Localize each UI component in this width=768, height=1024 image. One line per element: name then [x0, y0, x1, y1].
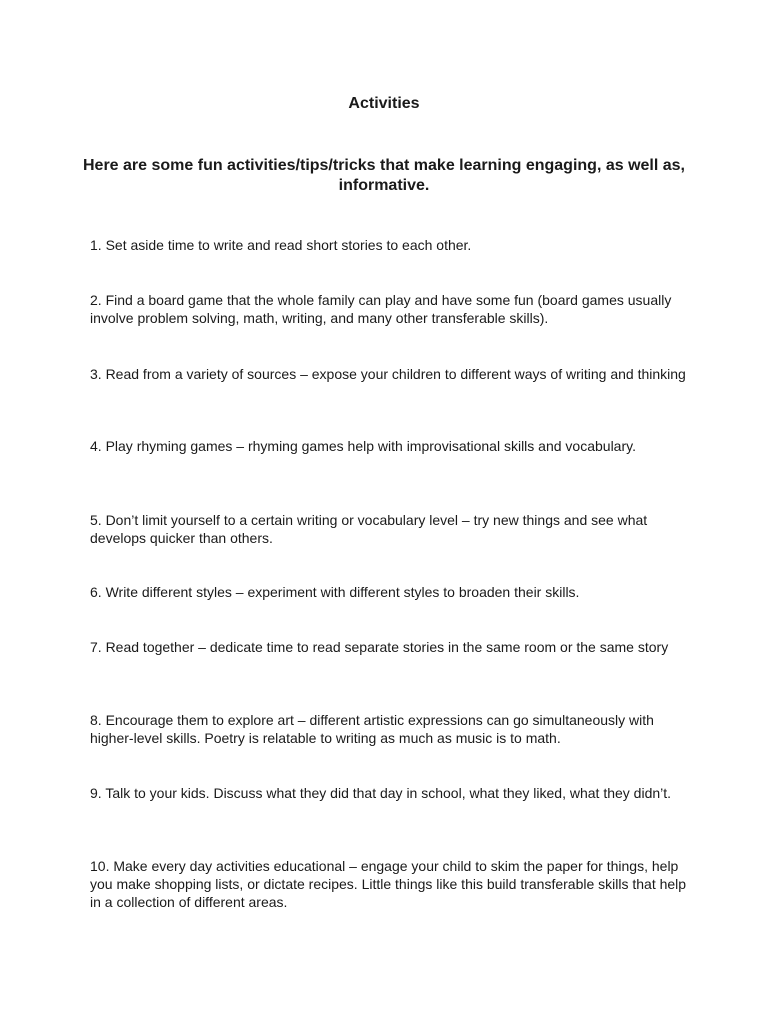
list-item-2: 2. Find a board game that the whole family can play and have some fun (board games usually involve problem solving, math, writing, and many other transferable skills). — [90, 292, 672, 326]
page-title: Activities — [348, 95, 420, 112]
list-item-6: 6. Write different styles – experiment with different styles to broaden their skills. — [90, 584, 580, 600]
list-item-9: 9. Talk to your kids. Discuss what they did that day in school, what they liked, what they didn’t. — [90, 785, 672, 801]
page-subtitle: Here are some fun activities/tips/tricks that make learning engaging, as well as, informative. — [83, 157, 685, 194]
list-item-1: 1. Set aside time to write and read short stories to each other. — [90, 237, 472, 253]
list-item-5: 5. Don’t limit yourself to a certain writing or vocabulary level – try new things and see what develops quicker than others. — [90, 512, 648, 546]
list-item-7: 7. Read together – dedicate time to read separate stories in the same room or the same story — [90, 639, 669, 655]
list-item-8: 8. Encourage them to explore art – different artistic expressions can go simultaneously with higher-level skills. Poetry is relatable to writing as much as music is to math. — [90, 712, 654, 746]
list-item-3: 3. Read from a variety of sources – expose your children to different ways of writing and thinking — [90, 366, 686, 382]
list-item-4: 4. Play rhyming games – rhyming games help with improvisational skills and vocabulary. — [90, 438, 636, 454]
list-item-10: 10. Make every day activities educational – engage your child to skim the paper for things, help you make shopping lists, or dictate recipes. Little things like this build transferable skills that help in a collection of different areas. — [90, 858, 687, 910]
